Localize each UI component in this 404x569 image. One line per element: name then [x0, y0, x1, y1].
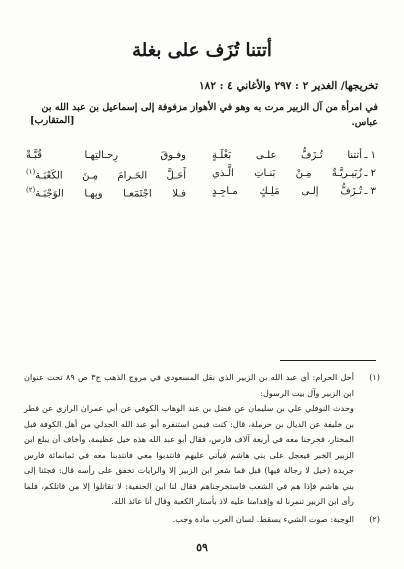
verse-2: [26, 168, 376, 184]
footnote-number: (١): [369, 372, 380, 382]
footnote-1-para-1: أحل الحرام: أي عبد الله بن الزبير الذي نقل المسعودي في مروج الذهب ج٣ ص ٨٩ تحت عنوان ابن الزبير وآل بيت الرسول:: [24, 372, 355, 398]
verse-number: ٢ ـ: [364, 168, 376, 179]
poem-title: أتتنا تُزَف على بغلة: [132, 40, 272, 61]
verse-1: [26, 150, 376, 166]
verse-number: ٣ ـ: [364, 186, 376, 197]
verse-number: ١ ـ: [364, 150, 376, 161]
footnote-number: (٢): [369, 514, 380, 524]
meter-label: [المتقارب]: [30, 115, 75, 126]
verse-first-hemistich: زُبَيـريَّـةٌ مِـنْ بَنـاتِ الَّـذي: [212, 168, 362, 179]
verse-3: [26, 186, 376, 202]
footnote-2-para-1: الوجبة: صوت الشيء يسقط. لسان العرب مادة وجب.: [172, 514, 354, 524]
poem-intro: في امرأة من آل الزبير مرت به وهو في الأهواز مزفوفة إلى إسماعيل بن عبد الله بن عباس.: [41, 102, 378, 128]
verse-first-hemistich: تُـزَفُّ إلـى مَلِـكٍ مـاجِـدٍ: [212, 186, 362, 197]
footnote-ref: (٢): [26, 186, 36, 194]
footnote-ref: (١): [26, 168, 36, 176]
verse-first-hemistich: أتتنا تُـزَفُّ علـى بَغْلَـةٍ: [212, 150, 362, 161]
source-reference: تخريجها/ الغدير ٢ : ٢٩٧ والأغاني ٤ : ١٨٢: [199, 80, 378, 92]
verse-second-hemistich: أَحَـلَّ الحَـرامَ مِـنَ الكَعْبَـة$^{(١)}$: [26, 168, 186, 182]
page-number: ٥٩: [196, 541, 208, 554]
footnote-divider: [280, 360, 376, 361]
verse-second-hemistich: فـلا اجْتَمَعـا وبِهـا الوَجْبَـة$^{(٢)}$: [26, 186, 186, 200]
footnote-2: [24, 512, 380, 528]
verse-second-hemistich: وفـوقَ رِحـالتِهـا قُبَّـةْ: [26, 150, 186, 161]
footnote-1-para-2: وحدث النوفلي علي بن سليمان عن فضل بن عبد الوهاب الكوفي عن أبي عمران الرازي عن فطر بن خليفة عن الديال بن حرملة، قال: كنت فيمن استنفره أبو عبد الله الجدلي من أهل الكوفة قبل المختار، فخرجنا معه في أربعة آلاف فارس، فقال أبو عبد الله هذه خيل عظيمة، وأخاف أن يبلغ ابن الزبير الخبر فيعجل على بني هاشم فيأتي عليهم فانتدبوا معي فانتدبنا معه في ثمانمائة فارس جريدة (خيل لا رجالة فيها) قبل قما شعر ابن الزبير إلا والرايات تخفق على رأسه قال: فجئنا إلى بني هاشم فإذا هم في الشعب فاستخرجناهم فقال لنا ابن الحنفية: لا تقاتلوا إلا من قاتلكم، فلما رأى ابن الزبير تنمرنا له وإقدامنا عليه لاذ بأستار الكعبة وقال أنا عائذ الله.: [24, 403, 354, 506]
footnote-1: [24, 370, 380, 510]
